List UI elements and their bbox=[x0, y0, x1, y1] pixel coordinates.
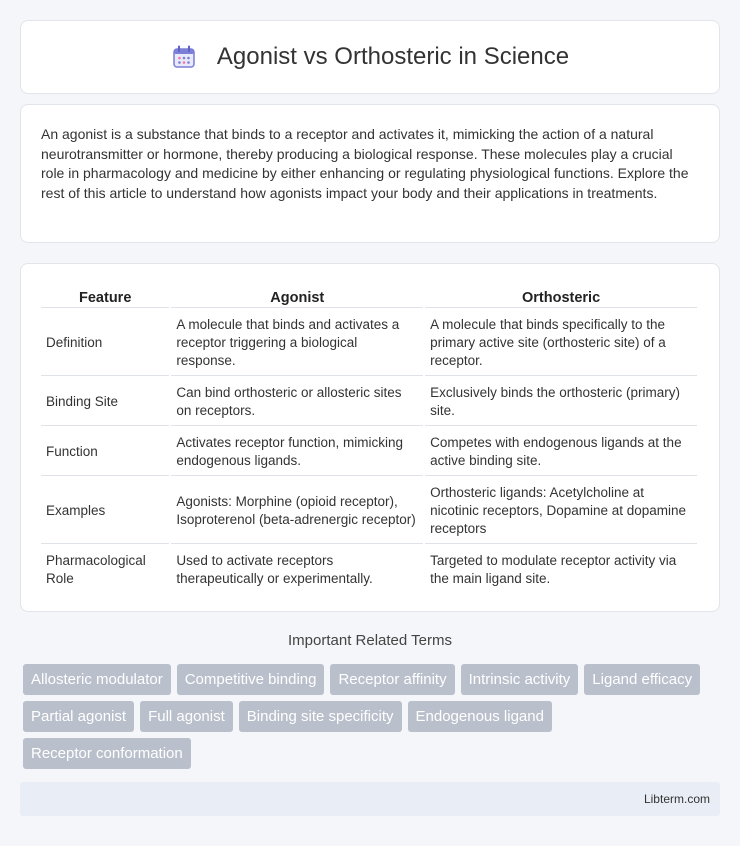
column-header-agonist: Agonist bbox=[171, 286, 423, 308]
table-row bbox=[41, 428, 697, 476]
calendar-icon bbox=[171, 44, 197, 70]
table-cell-orthosteric: Exclusively binds the orthosteric (primary) site. bbox=[425, 378, 697, 426]
table-cell-feature: Definition bbox=[41, 310, 169, 376]
table-row bbox=[41, 478, 697, 544]
tag-receptor-affinity[interactable]: Receptor affinity bbox=[330, 664, 454, 695]
table-cell-feature: Function bbox=[41, 428, 169, 476]
intro-paragraph: An agonist is a substance that binds to a receptor and activates it, mimicking the action of a natural neurotransmitter or hormone, thereby producing a biological response. These molecules play a crucial role in pharmacology and medicine by either enhancing or regulating physiological functions. Explore the rest of this article to understand how agonists impact your body and their applications in treatments. bbox=[41, 126, 689, 201]
header-card bbox=[20, 20, 720, 94]
table-row bbox=[41, 378, 697, 426]
table-row bbox=[41, 310, 697, 376]
table-row bbox=[41, 546, 697, 594]
table-cell-agonist: Used to activate receptors therapeutically or experimentally. bbox=[176, 553, 373, 586]
table-cell-orthosteric: Competes with endogenous ligands at the active binding site. bbox=[425, 428, 697, 476]
related-terms-list bbox=[23, 664, 723, 775]
comparison-table-card bbox=[20, 263, 720, 612]
table-cell-agonist: Can bind orthosteric or allosteric sites on receptors. bbox=[171, 378, 423, 426]
footer bbox=[20, 782, 720, 816]
tag-intrinsic-activity[interactable]: Intrinsic activity bbox=[461, 664, 579, 695]
table-cell-feature: Examples bbox=[41, 478, 169, 544]
column-header-orthosteric: Orthosteric bbox=[425, 286, 697, 308]
tag-ligand-efficacy[interactable]: Ligand efficacy bbox=[584, 664, 700, 695]
page-title: Agonist vs Orthosteric in Science bbox=[216, 43, 570, 70]
table-cell-agonist: Activates receptor function, mimicking endogenous ligands. bbox=[171, 428, 423, 476]
table-cell-orthosteric: Targeted to modulate receptor activity via the main ligand site. bbox=[430, 553, 677, 586]
tag-full-agonist[interactable]: Full agonist bbox=[140, 701, 233, 732]
tag-partial-agonist[interactable]: Partial agonist bbox=[23, 701, 134, 732]
intro-card bbox=[20, 104, 720, 243]
tag-binding-site-specificity[interactable]: Binding site specificity bbox=[239, 701, 402, 732]
table-cell-orthosteric: Orthosteric ligands: Acetylcholine at nicotinic receptors, Dopamine at dopamine receptors bbox=[425, 478, 697, 544]
table-cell-agonist: Agonists: Morphine (opioid receptor), Isoproterenol (beta-adrenergic receptor) bbox=[171, 478, 423, 544]
table-cell-agonist: A molecule that binds and activates a receptor triggering a biological response. bbox=[171, 310, 423, 376]
table-header-row bbox=[41, 286, 697, 308]
table-cell-orthosteric: A molecule that binds specifically to the primary active site (orthosteric site) of a receptor. bbox=[425, 310, 697, 376]
column-header-feature: Feature bbox=[41, 286, 169, 308]
table-cell-feature: Pharmacological Role bbox=[46, 553, 146, 586]
comparison-table bbox=[39, 284, 699, 596]
table-cell-feature: Binding Site bbox=[41, 378, 169, 426]
tag-allosteric-modulator[interactable]: Allosteric modulator bbox=[23, 664, 171, 695]
footer-site-link[interactable]: Libterm.com bbox=[643, 792, 710, 806]
tag-receptor-conformation[interactable]: Receptor conformation bbox=[23, 738, 191, 769]
tag-competitive-binding[interactable]: Competitive binding bbox=[177, 664, 325, 695]
related-terms-title: Important Related Terms bbox=[288, 632, 452, 649]
tag-endogenous-ligand[interactable]: Endogenous ligand bbox=[408, 701, 552, 732]
